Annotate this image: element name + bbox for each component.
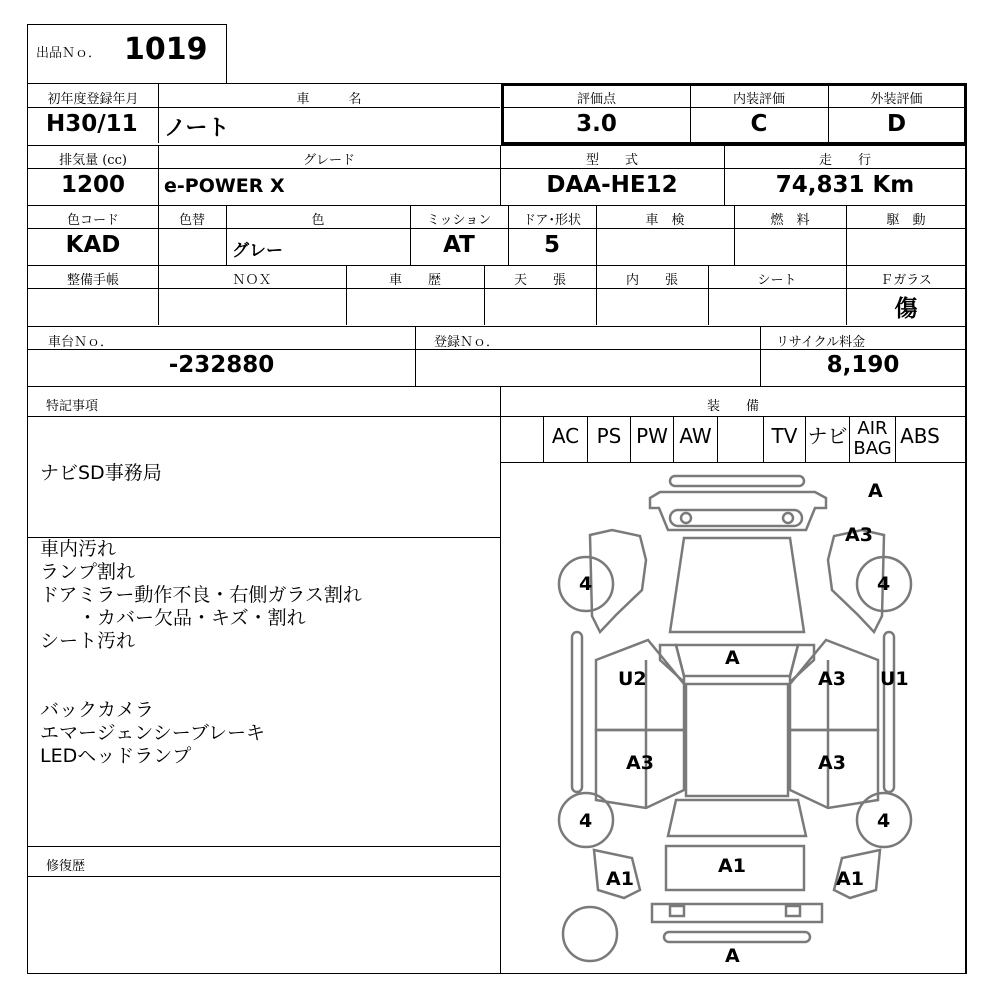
car-diagram xyxy=(502,463,966,973)
mark-rear-bumper: A xyxy=(725,945,740,967)
notes-line: ドアミラー動作不良・右側ガラス割れ xyxy=(40,584,362,606)
mark-left-front-door: U2 xyxy=(618,668,647,690)
color-code-value: KAD xyxy=(65,232,121,258)
equipment-item xyxy=(850,416,896,462)
color-code-label: 色コード xyxy=(66,213,119,228)
exterior-value: D xyxy=(886,111,907,137)
maintenance-label: 整備手帳 xyxy=(66,273,119,288)
score-label: 評価点 xyxy=(576,92,616,107)
row2-top xyxy=(28,145,966,146)
history-label: 車 歴 xyxy=(388,273,441,288)
notes-line: バックカメラ xyxy=(40,699,155,721)
seat-label: シート xyxy=(757,273,797,288)
car-name-value: ノート xyxy=(164,116,230,141)
row4-mid xyxy=(28,288,966,289)
recycle-value: 8,190 xyxy=(826,352,900,378)
mark-right-rear-fender: A1 xyxy=(836,868,864,890)
first-reg-label: 初年度登録年月 xyxy=(47,92,139,107)
displacement-label: 排気量 (cc) xyxy=(59,153,127,168)
lot-number: 1019 xyxy=(124,32,208,67)
mark-front-right-tire: 4 xyxy=(877,573,891,595)
interior-label: 内装評価 xyxy=(732,92,785,107)
notes-line: ・カバー欠品・キズ・割れ xyxy=(40,607,306,629)
notes-top-note: ナビSD事務局 xyxy=(40,462,162,484)
mark-rear-right-tire: 4 xyxy=(877,810,891,832)
color-value: グレー xyxy=(232,241,283,261)
mark-roof: A xyxy=(725,647,740,669)
row5-v1 xyxy=(415,326,416,386)
equipment-item-line: AIR xyxy=(857,418,888,439)
equipment-label: 装 備 xyxy=(706,399,759,414)
fuel-label: 燃 料 xyxy=(770,213,810,228)
displacement-value: 1200 xyxy=(60,172,125,198)
roof-label: 天 張 xyxy=(513,273,566,288)
equipment-item: PS xyxy=(588,416,631,462)
row5-top xyxy=(28,326,966,327)
chassis-label: 車台Ｎｏ． xyxy=(48,335,114,350)
notes-line: 車内汚れ xyxy=(40,538,117,560)
f-glass-label: Ｆガラス xyxy=(880,273,932,288)
equipment-item xyxy=(718,416,764,462)
row3-mid xyxy=(28,228,966,229)
row1-v1 xyxy=(158,83,159,143)
lot-label: 出品Ｎｏ． xyxy=(36,46,102,61)
exterior-label: 外装評価 xyxy=(870,92,923,107)
repair-top xyxy=(28,846,500,847)
mark-front-left-tire: 4 xyxy=(579,573,593,595)
mark-right-front-door: A3 xyxy=(818,668,846,690)
first-reg-value: H30/11 xyxy=(46,111,138,137)
mission-value: AT xyxy=(443,232,475,258)
equipment-item-line: BAG xyxy=(853,438,892,459)
color-change-label: 色替 xyxy=(178,213,205,228)
nox-label: ＮＯＸ xyxy=(232,273,272,288)
mileage-label: 走 行 xyxy=(818,153,871,168)
notes-line: ランプ割れ xyxy=(40,561,136,583)
repair-label: 修復歴 xyxy=(46,859,86,874)
notes-label: 特記事項 xyxy=(46,399,99,414)
mark-front-right-pillar: A3 xyxy=(845,524,873,546)
mark-right-step: U1 xyxy=(880,668,909,690)
door-value: 5 xyxy=(543,232,560,258)
recycle-label: リサイクル料金 xyxy=(776,335,866,350)
mark-rear-left-tire: 4 xyxy=(579,810,593,832)
mark-left-rear-door: A3 xyxy=(626,752,654,774)
model-label: 型 式 xyxy=(585,153,638,168)
equipment-item: ナビ xyxy=(806,416,850,462)
model-value: DAA-HE12 xyxy=(546,172,678,198)
row3-top xyxy=(28,205,966,206)
grade-label: グレード xyxy=(302,153,355,168)
mark-left-rear-fender: A1 xyxy=(606,868,634,890)
score-value: 3.0 xyxy=(576,111,617,137)
interior-lining-label: 内 張 xyxy=(625,273,678,288)
grade-value: e-POWER X xyxy=(164,175,285,197)
equipment-item: AC xyxy=(544,416,588,462)
mark-right-rear-door: A3 xyxy=(818,752,846,774)
row6-v1 xyxy=(500,386,501,974)
interior-value: C xyxy=(750,111,768,137)
row4-top xyxy=(28,265,966,266)
mileage-value: 74,831 Km xyxy=(775,172,915,198)
notes-line: エマージェンシーブレーキ xyxy=(40,722,266,744)
equipment-item: PW xyxy=(631,416,674,462)
inspection-label: 車 検 xyxy=(645,213,685,228)
mark-front-bumper: A xyxy=(868,480,883,502)
chassis-value: -232880 xyxy=(168,352,275,378)
mission-label: ミッション xyxy=(426,213,492,228)
equipment-item: AW xyxy=(674,416,718,462)
mark-trunk: A1 xyxy=(718,855,746,877)
notes-line: シート汚れ xyxy=(40,630,136,652)
repair-mid xyxy=(28,876,500,877)
door-label: ドア･形状 xyxy=(522,213,582,228)
color-label: 色 xyxy=(311,213,325,228)
notes-line: LEDヘッドランプ xyxy=(40,745,192,767)
f-glass-value: 傷 xyxy=(894,296,918,322)
registration-label: 登録Ｎｏ． xyxy=(434,335,500,350)
equipment-row xyxy=(500,416,966,462)
row6-top xyxy=(28,386,966,387)
car-name-label: 車 名 xyxy=(296,92,362,107)
row1-divider xyxy=(28,107,500,108)
row2-mid xyxy=(28,168,966,169)
equipment-item: ABS xyxy=(900,424,940,448)
equipment-item: TV xyxy=(764,416,806,462)
drive-label: 駆 動 xyxy=(886,213,926,228)
equipment-item xyxy=(500,416,544,462)
score-divider xyxy=(503,107,965,108)
